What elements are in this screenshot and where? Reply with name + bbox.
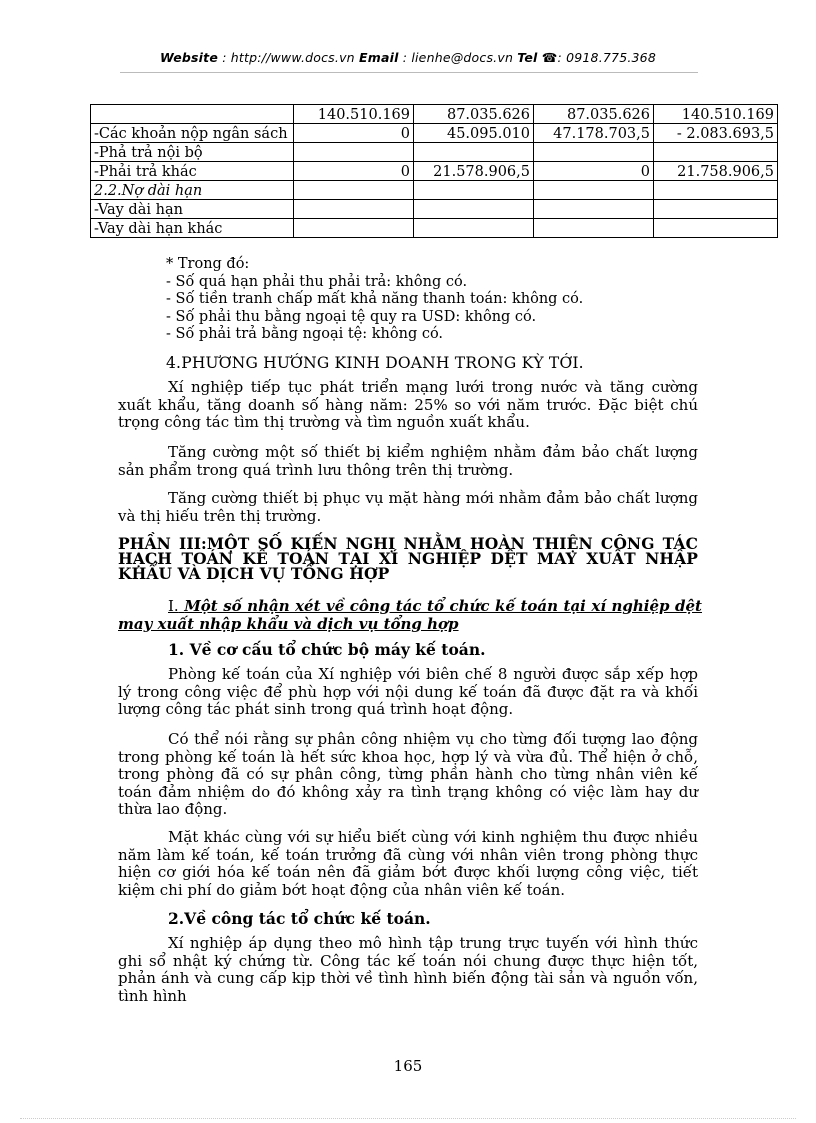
row-label: -Vay dài hạn khác (91, 219, 294, 238)
cell-c1: 0 (294, 124, 414, 143)
cell-c4 (654, 200, 778, 219)
cell-c1: 140.510.169 (294, 105, 414, 124)
part3-subheading (118, 597, 702, 633)
header-divider (120, 72, 698, 73)
table-row (91, 143, 778, 162)
page-header (0, 50, 816, 65)
note-line: - Số phải trả bằng ngoại tệ: không có. (166, 326, 444, 342)
row-label: -Các khoản nộp ngân sách (91, 124, 294, 143)
cell-c4: - 2.083.693,5 (654, 124, 778, 143)
section4-paragraph-3: Tăng cường thiết bị phục vụ mặt hàng mới nhằm đảm bảo chất lượng và thị hiếu trên thị trường. (118, 489, 698, 525)
table-row (91, 219, 778, 238)
cell-c4 (654, 219, 778, 238)
page-number: 165 (393, 1057, 423, 1075)
cell-c3: 47.178.703,5 (534, 124, 654, 143)
subheading-roman: I. (168, 597, 179, 615)
cell-c4 (654, 181, 778, 200)
subheading-text: Một số nhận xét về công tác tổ chức kế toán tại xí nghiệp dệt may xuất nhập khẩu và dịch vụ tổng hợp (118, 597, 702, 633)
cell-c2 (414, 181, 534, 200)
part3-paragraph-2: Có thể nói rằng sự phân công nhiệm vụ cho từng đối tượng lao động trong phòng kế toán là hết sức khoa học, hợp lý và vừa đủ. Thể hiện ở chỗ, trong phòng đã có sự phân công, từng phần hành cho từng nhân viên kế toán đảm nhiệm do đó không xảy ra tình trạng không có việc làm hay dư thừa lao động. (118, 730, 698, 818)
section4-paragraph-2: Tăng cường một số thiết bị kiểm nghiệm nhằm đảm bảo chất lượng sản phẩm trong quá trình lưu thông trên thị trường. (118, 443, 698, 479)
part3-paragraph-1: Phòng kế toán của Xí nghiệp với biên chế 8 người được sắp xếp hợp lý trong công việc để phù hợp với nội dung kế toán đã được đặt ra và khối lượng công tác phát sinh trong quá trình hoạt động. (118, 665, 698, 718)
tel-value: : 0918.775.368 (557, 50, 656, 65)
tel-label: Tel (517, 50, 538, 65)
cell-c2: 21.578.906,5 (414, 162, 534, 181)
cell-c1 (294, 219, 414, 238)
cell-c2: 87.035.626 (414, 105, 534, 124)
section4-title: 4.PHƯƠNG HƯỚNG KINH DOANH TRONG KỲ TỚI. (166, 354, 584, 372)
heading-1: 1. Về cơ cấu tổ chức bộ máy kế toán. (168, 640, 486, 659)
cell-c1 (294, 143, 414, 162)
row-label: -Phả trả nội bộ (91, 143, 294, 162)
cell-c4 (654, 143, 778, 162)
cell-c3: 87.035.626 (534, 105, 654, 124)
phone-icon: ☎ (541, 50, 558, 65)
cell-c2 (414, 219, 534, 238)
cell-c3 (534, 219, 654, 238)
part3-paragraph-3: Mặt khác cùng với sự hiểu biết cùng với kinh nghiệm thu được nhiều năm làm kế toán, kế toán trưởng đã cùng với nhân viên trong phòng thực hiện cơ giới hóa kế toán nên đã giảm bớt được khối lượng công việc, tiết kiệm chi phí do giảm bớt hoạt động của nhân viên kế toán. (118, 828, 698, 899)
website-value[interactable]: : http://www.docs.vn (222, 50, 355, 65)
balance-table (90, 104, 778, 238)
email-value[interactable]: : lienhe@docs.vn (402, 50, 514, 65)
heading-2: 2.Về công tác tổ chức kế toán. (168, 909, 431, 928)
cell-c1 (294, 200, 414, 219)
part3-title: PHẦN III:MỘT SỐ KIẾN NGHỊ NHẰM HOÀN THIỆN CÔNG TÁC HẠCH TOÁN KẾ TOÁN TẠI XÍ NGHIỆP DỆT MAY XUẤT NHẬP KHẨU VÀ DỊCH VỤ TỔNG HỢP (118, 534, 698, 583)
page-bottom-divider (20, 1118, 796, 1119)
row-label: -Vay dài hạn (91, 200, 294, 219)
notes-list (166, 256, 583, 344)
cell-c4: 21.758.906,5 (654, 162, 778, 181)
cell-c3 (534, 143, 654, 162)
table-row (91, 181, 778, 200)
section4-paragraph-1: Xí nghiệp tiếp tục phát triển mạng lưới trong nước và tăng cường xuất khẩu, tăng doanh số hàng năm: 25% so với năm trước. Đặc biệt chú trọng công tác tìm thị trường và tìm nguồn xuất khẩu. (118, 378, 698, 431)
cell-c3 (534, 181, 654, 200)
table-row (91, 105, 778, 124)
website-label: Website (160, 50, 219, 65)
table-row (91, 162, 778, 181)
cell-c2 (414, 200, 534, 219)
email-label: Email (358, 50, 399, 65)
cell-c3: 0 (534, 162, 654, 181)
row-label (91, 105, 294, 124)
row-label: 2.2.Nợ dài hạn (91, 181, 294, 200)
note-line: - Số tiền tranh chấp mất khả năng thanh toán: không có. (166, 291, 584, 307)
cell-c4: 140.510.169 (654, 105, 778, 124)
cell-c2 (414, 143, 534, 162)
note-line: - Số quá hạn phải thu phải trả: không có. (166, 273, 468, 290)
note-line: - Số phải thu bằng ngoại tệ quy ra USD: không có. (166, 308, 537, 325)
part3-paragraph-4: Xí nghiệp áp dụng theo mô hình tập trung trực tuyến với hình thức ghi sổ nhật ký chứng từ. Công tác kế toán nói chung được thực hiện tốt, phản ánh và cung cấp kịp thời về tình hình biến động tài sản và nguồn vốn, tình hình (118, 934, 698, 1005)
cell-c2: 45.095.010 (414, 124, 534, 143)
table-row (91, 200, 778, 219)
note-line: * Trong đó: (166, 256, 250, 272)
cell-c3 (534, 200, 654, 219)
cell-c1 (294, 181, 414, 200)
row-label: -Phải trả khác (91, 162, 294, 181)
cell-c1: 0 (294, 162, 414, 181)
table-row (91, 124, 778, 143)
